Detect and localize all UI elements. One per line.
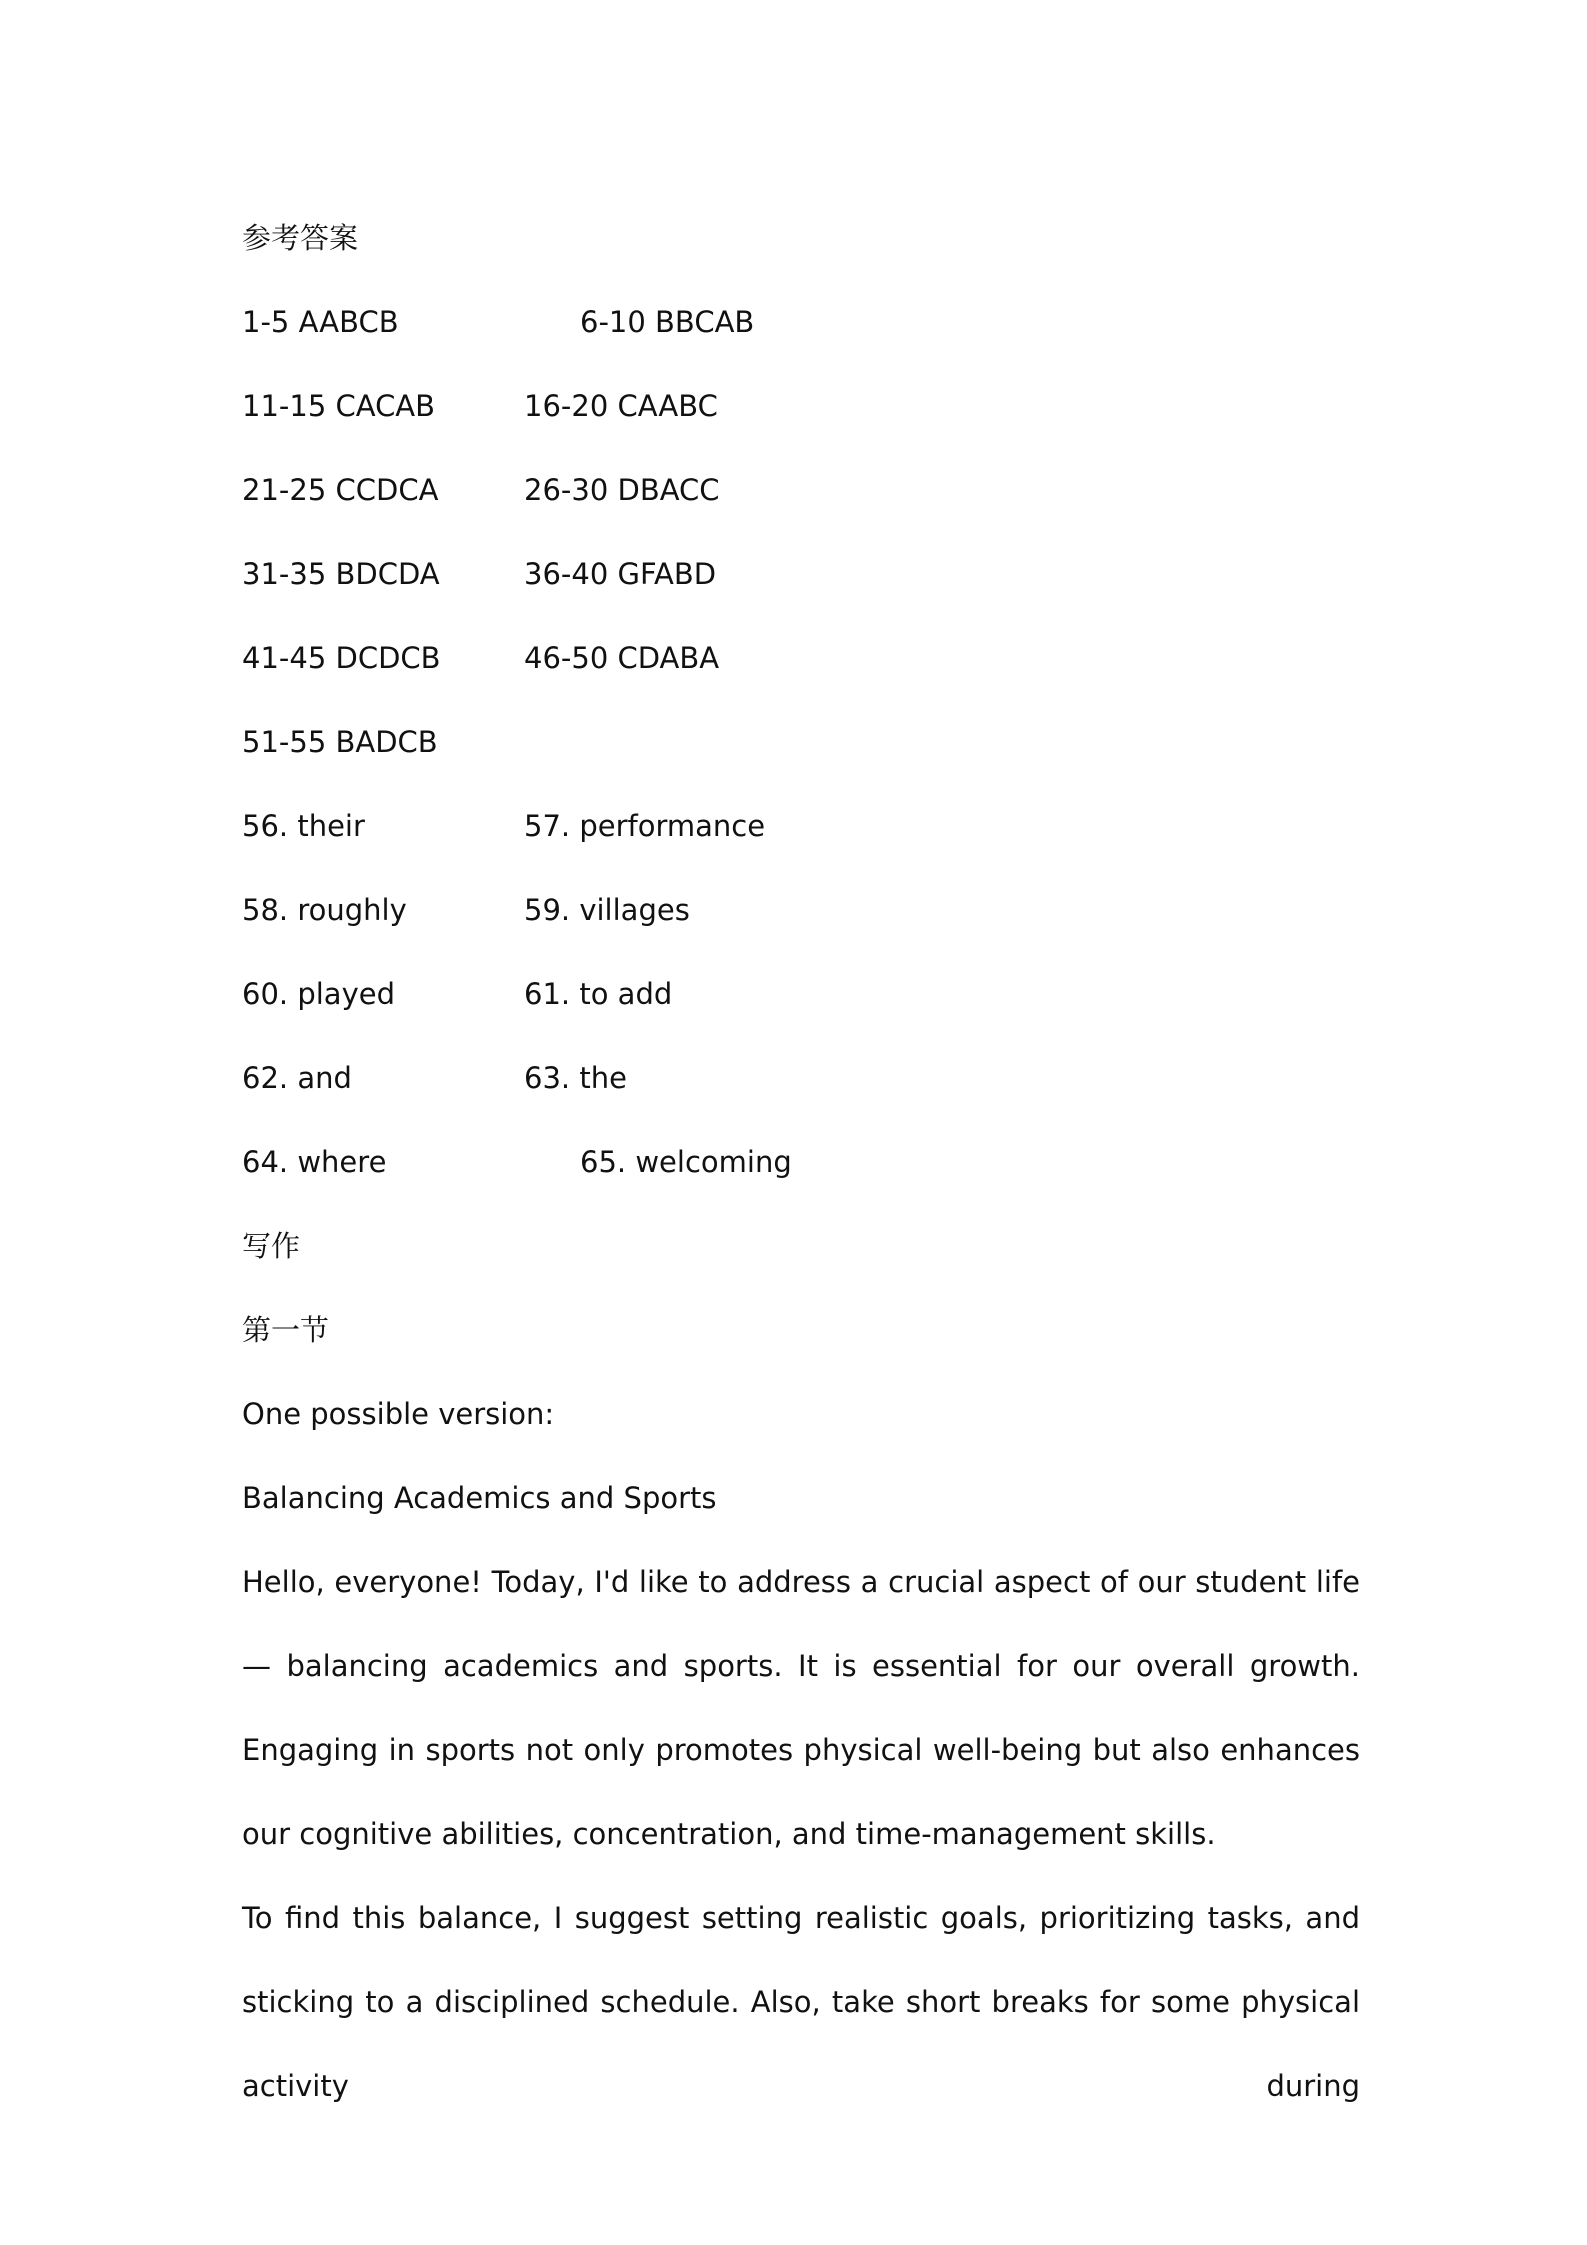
answer-row: [242, 1058, 627, 1098]
answer-left: 21-25 CCDCA: [242, 473, 439, 507]
answer-left: 11-15 CACAB: [242, 389, 436, 423]
essay-paragraph: To find this balance, I suggest setting realistic goals, prioritizing tasks, and sticking to a disciplined schedule. Also, take short breaks for some physical activity during: [242, 1901, 1360, 2103]
answer-left: 58. roughly: [242, 893, 407, 927]
answer-left: 31-35 BDCDA: [242, 557, 440, 591]
version-label: One possible version:: [242, 1397, 555, 1431]
answer-left: 1-5 AABCB: [242, 305, 399, 339]
answer-row: [242, 806, 766, 846]
essay-paragraph: Hello, everyone! Today, I'd like to address a crucial aspect of our student life — balancing academics and sports. It is essential for our overall growth. Engaging in sports not only promotes physical well-being but also enhances our cognitive abilities, concentration, and time-management skills.: [242, 1565, 1360, 1851]
answer-right: 6-10 BBCAB: [580, 305, 755, 339]
answer-left: 41-45 DCDCB: [242, 641, 441, 675]
answer-right: 63. the: [524, 1061, 627, 1095]
answer-right: 36-40 GFABD: [524, 557, 717, 591]
answer-right: 46-50 CDABA: [524, 641, 720, 675]
answer-right: 59. villages: [524, 893, 690, 927]
answer-left: 56. their: [242, 809, 365, 843]
answer-left: 64. where: [242, 1145, 387, 1179]
answer-right: 16-20 CAABC: [524, 389, 718, 423]
section-writing-heading: 写作: [242, 1229, 301, 1263]
answer-row: [242, 974, 673, 1014]
answer-left: 51-55 BADCB: [242, 725, 438, 759]
essay-title: Balancing Academics and Sports: [242, 1481, 717, 1515]
section-part1-heading: 第一节: [242, 1313, 330, 1347]
answer-row: [242, 554, 717, 594]
answer-left: 60. played: [242, 977, 395, 1011]
answer-right: 57. performance: [524, 809, 766, 843]
answer-right: 61. to add: [524, 977, 673, 1011]
answer-row: [242, 302, 755, 342]
answer-row: [242, 470, 720, 510]
answer-right: 26-30 DBACC: [524, 473, 720, 507]
answer-row: [242, 890, 690, 930]
answer-key-heading: 参考答案: [242, 221, 359, 255]
answer-row: [242, 722, 438, 762]
answer-row: [242, 1142, 792, 1182]
answer-left: 62. and: [242, 1061, 352, 1095]
answer-row: [242, 638, 720, 678]
answer-right: 65. welcoming: [580, 1145, 792, 1179]
answer-row: [242, 386, 718, 426]
